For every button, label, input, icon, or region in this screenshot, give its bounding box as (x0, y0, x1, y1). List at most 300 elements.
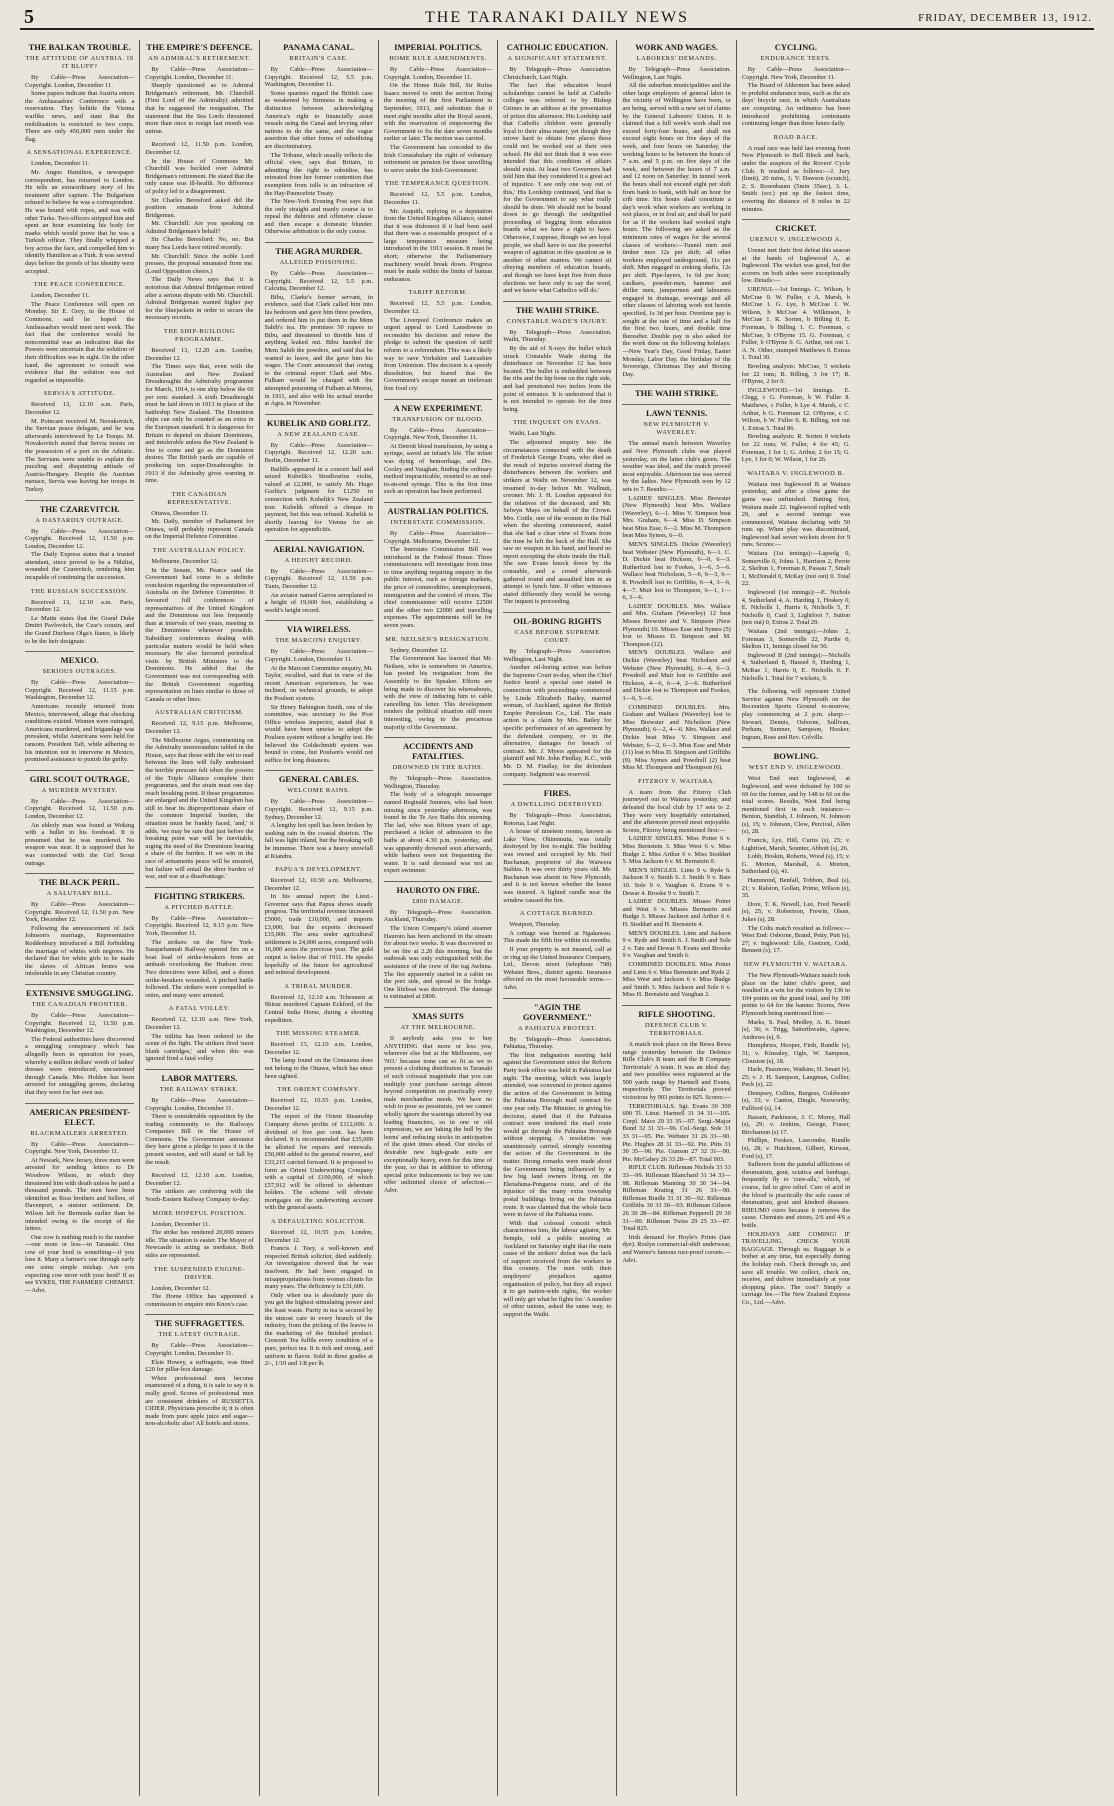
story-paragraph: If anybody asks you to buy ANYTHING that more or less you, wherever else but at the Melbourne, say 'NO.' because none can so fit as we to present a clothing distribution in Taranaki of such colossal magnitude that you can multiply your purchase savings almost beyond competition on practically every male merchandise needs. We have no wish to pose as pessimists, yet we cannot wholly ignore the warnings uttered by our leading financiers, so in one or old expression, we are 'taking the bull by the horns' and reducing stocks in anticipation of the quiet times ahead. Our stocks of desirable new high-grade suits are exceptionally heavy, even for this time of the year, so that in addition to offering special price inducements to buy we can offer unlimited choice of selection.—Advt. (383, 1035, 493, 1194)
news-story (145, 709, 253, 880)
story-paragraph: Le Matin states that the Grand Duke Dmitri Pavlovitch, the Czar's cousin, and the Grand Duchess Olga's fiance, is likely to be the heir designate. (25, 614, 135, 645)
story-paragraph: The Government has conceded to the Irish Constabulary the right of voluntary retirement on pension for those unwilling to serve under the Irish Government. (383, 143, 493, 174)
story-paragraph: By Cable—Press Association—Copyright. London, December 11. (264, 648, 373, 664)
story-subheading: A FATAL VOLLEY. (168, 1005, 231, 1013)
story-paragraph: Dore, T. K. Newell, Lee, Fred Newell (s), 25; v. Robertson, Frewin, Olsen, Jukes (s), 28. (741, 900, 851, 923)
news-story (145, 42, 253, 135)
news-story (265, 1218, 373, 1368)
news-story (503, 784, 611, 904)
story-headline: THE WAIHI STRIKE. (622, 384, 730, 398)
story-subheading: URENUI V. INGLEWOOD A. (749, 236, 843, 244)
story-subheading: ENDURANCE TESTS. (760, 55, 832, 62)
story-subheading: THE MARCONI ENQUIRY. (275, 637, 363, 645)
story-paragraph: By Telegraph—Press Association. Pahiatua, Thursday. (503, 1035, 612, 1051)
story-subheading: A SIGNIFICANT STATEMENT. (507, 55, 608, 62)
story-paragraph: Waihi, Last Night. (509, 430, 557, 438)
story-paragraph: Received 12, 10.55 p.m. London, December 12. (264, 1229, 373, 1244)
story-paragraph: Marks, S. Paul, Medley, A. K. Smart (s), 36; v. Trigg, Satterthwaite, Agnew, Andrews (s), 9. (741, 1018, 851, 1041)
story-paragraph: Bowling analysis: McCrae, 5 wickets for 22 runs; B. Billing, 3 for 17; R. O'Byrne, 2 for 0. (741, 363, 851, 386)
story-subheading: AT THE MELBOURNE. (400, 1024, 476, 1031)
news-story (25, 390, 134, 493)
story-paragraph: Lobb, Hoskin, Roberts, Wood (s), 15; v. G. Morton, Marshall, A. Morton, Sutherland (s), 41. (741, 853, 851, 876)
story-paragraph: MEN'S SINGLES. Dickie (Waverley) beat Webster (New Plymouth), 6—1. C. D. Dickie beat Hickson, 6—0, 6—3. Rutherfurd lost to Fookes, 1—6, 5—6. Wallace beat Nicholson, 5—6, 6—3, 6—8. Powdrell lost to Griffiths, 6—4, 3—6, 4—7. Muir lost to Thompson, 6—1, 1—6, 3—6. (622, 541, 731, 602)
news-column (378, 40, 497, 1796)
story-subheading: SERIOUS OUTRAGES. (42, 668, 117, 676)
news-story (145, 141, 253, 322)
news-story (384, 42, 492, 174)
story-paragraph: Some quarters regard the British case as weakened by firmness in making a distinction between acknowledging America's right to financially assist vessels using the Canal and levying other nations to do the same, and the vague assertion that other forms of subsidising are discriminatory. (264, 89, 373, 150)
story-paragraph: Mr. Daily, member of Parliament for Ottawa, will probably represent Canada on the Imperial Defence Committee. (145, 518, 254, 541)
story-subheading: THE CANADIAN FRONTIER. (31, 1001, 128, 1009)
story-paragraph: A team from the Fitzroy Club journeyed out to Waitara yesterday, and defeated the local club by 17 sets to 2. They were very hospitably entertained, and the afternoon proved most enjoyable. Scores, Fitzroy being mentioned first:— (622, 788, 731, 834)
story-paragraph: Received 12, 10.50 a.m. Melbourne, December 12. (264, 877, 373, 892)
story-paragraph: Westport, Thursday. (509, 921, 561, 929)
story-paragraph: HOLIDAYS ARE COMING! IF TRAVELLING, CHECK YOUR BAGGAGE. Through us. Baggage is a bother at any time, but especially during the holiday rush. Check through us, and save all trouble. We collect, check on, receive, and deliver immediately at your shopping place. The cost? Simply a carriage fee.—The New Zealand Express Co., Ltd.—Advt. (741, 1230, 851, 1306)
story-paragraph: Phillips, Fookes, Luscombe, Rundle (s), 28; v. Hutchison, Gilbert, Kirwan, Ford (s), 17. (741, 1137, 851, 1160)
story-paragraph: One cow is nothing much to the number—one more or less—in Taranaki. One cow of your herd is something—if you lose it. Many a farmer's one through early one some simple mishap. Are you expecting cow more with your herd? If so see SYKES, THE FARMERS' CHEMIST.—Advt. (25, 1233, 135, 1294)
news-column (139, 40, 258, 1796)
story-subheading: MORE HOPEFUL POSITION. (152, 1209, 247, 1217)
news-story (384, 881, 492, 1001)
news-story (503, 612, 611, 778)
story-paragraph: By Cable—Press Association—Copyright. Received 12, 11.50 p.m. London, December 12. (25, 527, 135, 550)
story-subheading: BLACKMAILERS ARRESTED. (30, 1129, 130, 1137)
news-story (145, 1069, 253, 1166)
news-story (384, 737, 492, 875)
story-subheading: AN ADMIRAL'S RETIREMENT. (148, 55, 251, 62)
story-paragraph: Received 13, 12.20 a.m. London, December 12. (145, 347, 254, 362)
story-headline: IMPERIAL POLITICS. (394, 42, 482, 52)
story-paragraph: Some papers indicate that Austria enters the Ambassadors' Conference with a reservation. They belittle the Vienna warlike news, and state that the mobilisation is restricted to two corps. There are only 450,000 men under the flag. (25, 90, 135, 143)
story-paragraph: The Union Company's island steamer Hauroto has been anchored in the stream for about two weeks. It was discovered to be on fire at 2.20 this morning, but the outbreak was only extinguished with the assistance of the crew of the tug Awhina. The fire apparently started in a cabin on the port side, and spread to the bridge. One lifeboat was destroyed. The damage is estimated at £800. (383, 925, 493, 1001)
story-subheading: A HEIGHT RECORD. (284, 556, 353, 564)
story-paragraph: By Cable—Press Association—Copyright. London, December 11. (25, 74, 135, 89)
story-paragraph: Francis, Lye, Hill, Curtis (s), 25; v. Lightfoot, Marsh, Sounter, Abbott (s), 26. (741, 837, 851, 852)
story-paragraph: Received 12, 5.5 p.m. London, December 11. (383, 191, 493, 206)
story-paragraph: Inglewood (1st innings):—E. Nichols 4, Sutherland 4, A. Harding 1, Hoskey 0, E. Nicholls 1, Harris 6, Nicholls 5, F. Nicholls 0, Card 3, Lightfoot 7, Sutton (not out) 0, Extras 2. Total 29. (741, 589, 851, 627)
news-column (497, 40, 616, 1796)
story-subheading: £800 DAMAGE. (412, 897, 464, 905)
story-subheading: ROAD RACE. (773, 133, 819, 141)
news-story (145, 547, 253, 703)
story-paragraph: The body of a telegraph messenger named Reginald Jommes, who had been missing since yesterday afternoon, was found in the Te Aro Baths this morning. The lad, who was fifteen years of age, purchased a ticket of admission to the baths at about 4.30 p.m. yesterday, and was apparently drowned soon afterwards, while bathers were not frequenting the water. It is said deceased was not an expert swimmer. (383, 791, 493, 875)
news-story (25, 651, 134, 764)
story-paragraph: London, December 11. (31, 160, 90, 168)
story-paragraph: Inglewood B (2nd innings):—Nicholls 4, Sutherland 8, Hassed 0, Harding 1, McRae 1, Harris 0, E. Nicholls 0. F. Nicholls 1. Total for 7 wickets, 9. (741, 651, 851, 682)
news-story (145, 1314, 253, 1428)
story-subheading: MR. NEILSEN'S RESIGNATION. (385, 635, 491, 643)
story-paragraph: By Cable—Press Association—Copyright. Received 12, 11.50 p.m. London, December 12. (25, 797, 135, 820)
story-headline: AUSTRALIAN POLITICS. (384, 502, 492, 516)
story-paragraph: URENUI.—1st Innings. C. Wilson, b McCrae 0. W. Fuller, c A. Marsh, b McCrae 1. G. Lye, b McCrae 1. W. Wilson, b McCrae 4. Wilkinson, b McCrae 1. R. Sorten, b Billing 0. E. Foreman, b Billing 1. C. Foreman, c McCrae, b O'Byrne 15. G. Foreman, c Fuller, b O'Byrne 0. G. Arthur, not out 1. A. N. Other, stumped Matthews 0. Extras 1. Total 30. (741, 286, 851, 362)
story-paragraph: London, December 11. (31, 292, 90, 300)
news-story (742, 42, 850, 128)
news-story (265, 1086, 373, 1212)
story-paragraph: Waitara (1st innings):—Lapsolg 0, Somerville 0, Johns 1, Harrison 2, Perrie 2, Skelton 1, Foreman 8, Passau 7, Smali 1, McDonald 0, McKay (not out) 0. Total 22. (741, 550, 851, 588)
story-paragraph: A lengthy hot spell has been broken by soaking rain in the coastal districts. The fall was light inland, but the breaking will be immense. There was a heavy snowfall at Kiandra. (264, 822, 373, 860)
news-story (145, 1172, 253, 1203)
story-paragraph: On the Home Rule Bill, Sir Rufus Isaacs moved to omit the section fixing the meeting of the first Parliament in September, 1913, and substitute that it meet eight months after the Royal assent, with the reservation of empowering the Government to fix the date seven months earlier or later. The motion was carried. (383, 82, 493, 143)
story-headline: LAWN TENNIS. (622, 404, 730, 418)
news-column (20, 40, 139, 1796)
news-story (25, 281, 134, 384)
story-headline: THE CZAREVITCH. (25, 500, 134, 514)
story-headline: THE SUFFRAGETTES. (145, 1314, 253, 1328)
story-paragraph: Bowling analysis: R. Sorten 0 wickets for 22 runs; W. Fuller, 4 for 45; G. Foreman, 1 for 1; G. Arthur, 2 for 15; G. Lye, 1 for 0; W. Wilson, 1 for 26. (741, 433, 851, 464)
story-paragraph: RIFLE CLUB. Rifleman Nichols 33 33 33—99. Rifleman Blanchard 31 34 33—98. Rifleman Manning 30 30 34—94. Rifleman Kratiog 31 26 33—90. Rifleman Bradle 31 31 30—92. Rifleman Griffiths 30 33 30—93. Rifleman Gibson 26 30 28—84. Rifleman Pepperell 29 30 31—90. Rifleman Twiss 29 25 33—87. Total 825. (622, 1164, 731, 1233)
story-subheading: WEST END V. INGLEWOOD. (748, 764, 844, 772)
story-paragraph: By Telegraph—Press Association. Wellington, Last Night. (503, 648, 612, 663)
story-paragraph: COMBINED DOUBLES. Miss Potter and Lints 6 v. Miss Bernstein and Ryde 2. Miss West and Jackson 6 v. Miss Budge and Smith 3. Miss Jackson and Sole 6 v. Miss H. Bernstein and Vaughan 2. (622, 960, 731, 999)
story-paragraph: The first indignation meeting held against the Government since the Reform Party took office was held in Pahiatua last night. The meeting, which was largely attended, was convened to protest against the action of the Government in letting the Pahiatua Borough mail contract for one year only. The Minister, in giving his decision, stated that if the Pahiatua contract were tendered the mail route would go through the Pahiatua Borough without stopping. A resolution was unanimously carried, strongly resenting the action of the Government in the matter. Strong remarks were made about the Government being influenced by a few big land owners living on the Eketahuna-Pongaroa route, and of the injustice of the many extra township postal buildings living on the Pahiatua route. It was claimed that the whole facts were in favor of the Pahiatua route. (503, 1051, 612, 1219)
story-paragraph: The Federal authorities have discovered a smuggling conspiracy which has allegedly been in operation for years, whereby a million dollars' worth of ladies' dresses were introduced, uncustomed through Canada. Mrs. Holden has been arrested for smuggling gowns, declaring that they were for her own use. (25, 1035, 135, 1096)
news-story (384, 180, 492, 283)
story-paragraph: By Cable—Press Association—Copyright. London, December 11. (383, 66, 493, 81)
story-paragraph: The New Plymouth-Waitara match took place on the latter club's green, and resulted in a win for the visitors by 136 to 104 points on the grand total, and by 100 points to 64 for the banner. Scores, New Plymouth being mentioned first:— (741, 971, 851, 1017)
story-paragraph: Received 13, 12.10 a.m. Paris, December 12. (25, 598, 135, 614)
news-story (742, 688, 850, 741)
story-paragraph: Following the announcement of Jack Johnson's marriage, Representative Roddenbury introduced a Bill forbidding the marriage of whites with negroes. He declared that for white girls to be made the slaves of African brutes was intolerable in any Christian country. (25, 924, 135, 978)
story-paragraph: By Cable—Press Association—Copyright. Received 12, 9.15 p.m. New York, December 11. (145, 914, 254, 937)
story-paragraph: The Government has learned that Mr. Neilsen, who is somewhere in America, has posted his resignation from the Assembly to the Speaker. Efforts are being made to discover his whereabouts, with the view of inducing him to cable cancelling his letter. This development renders the political situation still more interesting, owing to the precarious majority of the Government. (383, 655, 493, 731)
story-headline: ACCIDENTS AND FATALITIES. (384, 737, 492, 761)
story-paragraph: By Cable—Press Association—Copyright. Received 12, 11.50 p.m. Washington, December 12. (25, 1012, 135, 1035)
story-paragraph: By Cable—Press Association—Copyright. London, December 11. (145, 66, 254, 81)
story-subheading: A PITCHED BATTLE. (164, 903, 235, 911)
news-story (622, 384, 730, 398)
story-paragraph: Sir Charles Beresford: No, no. But many Sea Lords have retired recently. (145, 236, 254, 252)
story-paragraph: INGLEWOOD.—1st Innings. E. Clegg, c G. Foreman, b W. Fuller 8. Matthews, c Fuller, b Lye 4. Marsh, c C. Arthur, b G. Foreman 12. O'Byrne, c C. Wilson, b W. Fuller 0. R. Billing, not out 1. Extras 5. Total 86. (741, 386, 851, 432)
news-story (25, 42, 134, 143)
story-paragraph: By the aid of X-rays the bullet which struck Constable Wade during the disturbance on November 12 has been located. The bullet is embedded between the ribs and the hip bone on the right side, and had penetrated two inches from the point of entrance. It is understood that it is not intended to operate for the time being. (503, 345, 612, 413)
story-paragraph: Sir Charles Beresford asked did the position emanate from Admiral Bridgeman. (145, 196, 254, 219)
story-subheading: PAPUA'S DEVELOPMENT. (275, 866, 363, 874)
story-headline: CYCLING. (774, 42, 818, 52)
story-subheading: A SALUTARY BILL. (46, 890, 113, 898)
story-paragraph: By Cable—Press Association—Copyright. Melbourne, December 12. (383, 529, 493, 545)
story-paragraph: The Peace Conference will open on Monday. Sir E. Grey, in the House of Commons, said he hoped the Ambassadors would meet next week. The fact that the conference would be nonconmittal was an indication that the Powers were uncertain that the solution of their difficulties was in sight. On the other hand, the agreement to consult was evidence that the solution was not regarded as impossible. (25, 300, 135, 384)
story-headline: LABOR MATTERS. (145, 1069, 253, 1083)
story-paragraph: Mr. Churchill: Since the noble Lord presses, the proposal emanated from me. (Loud Opposition cheers.) (145, 252, 254, 275)
story-paragraph: A cottage was burned at Ngakawau. This made the fifth fire within six months. (503, 929, 612, 945)
news-story (25, 984, 134, 1097)
story-paragraph: COMBINED DOUBLES. Mrs. Graham and Wallace (Waverley) lost to Miss Brewster and Nicholson (New Plymouth), 6—2, 4—6. Mrs. Wallace and Dickie beat Miss V. Simpson and Webster, 6—2, 6—3. Miss Esse and Muir (11) lost to Miss D. Simpson and Griffiths (9). Miss Symes and Powdrell (2) beat Miss M. Thompson and Thompson (6). (622, 703, 731, 772)
story-headline: OIL-BORING RIGHTS (503, 612, 611, 626)
story-paragraph: Received 12, 12.10 a.m. Tchesmen at Shiraz murdered Captain Eckford, of the Central India Horse, during a shooting expedition. (264, 993, 373, 1024)
story-paragraph: The Board of Aldermen has been asked to prohibit endurance tests, such as the six days' bicycle race, in which Australians are competing. An ordinance has been introduced prohibiting contestants continuing longer than three hours daily. (741, 82, 851, 128)
story-subheading: THE ATTITUDE OF AUSTRIA. IS IT BLUFF? (25, 55, 134, 70)
story-paragraph: The fact that education board scholarships cannot be held at Catholic colleges was referred to by Bishop Grimes in an address at the presentation of prizes this afternoon. His Lordship said that Catholic children were generally loyal to their alma mater, yet though they strove hard to obtain free places these could not be worked out at their own school. He did not think that it was ever intended that this condition of affairs should exist. At least two Governors had told him that they considered it a great act of injustice. 'I see only one way out of this,' His Lordship continued, 'and that is for the Government to say what really should be done. We should not be bound down to go through the undignified proceeding of begging from education boards what we have a right to have. Otherwise, I suppose, though we are loyal people, we shall have to use the powerful weapon of agitation in this question as in another of other matters. We cannot sit obeying members of education boards, and though we have kept free from these elections we have only to say the word, and we know what Catholics will do.' (503, 82, 612, 295)
story-headline: MEXICO. (25, 651, 134, 665)
news-story (742, 219, 850, 464)
story-subheading: A DASTARDLY OUTRAGE. (35, 516, 125, 524)
story-subheading: CASE BEFORE SUPREME COURT. (514, 629, 600, 644)
story-headline: AERIAL NAVIGATION. (265, 540, 373, 554)
story-subheading: THE MISSING STEAMER. (276, 1030, 362, 1038)
story-paragraph: Received 13, 12.10 a.m. London, December 12. (264, 1041, 373, 1056)
news-story (145, 887, 253, 1000)
news-story (145, 1005, 253, 1063)
news-story (742, 747, 850, 955)
story-subheading: THE SUSPENDED ENGINE-DRIVER. (153, 1265, 245, 1281)
story-paragraph: Sir Henry Babington Smith, one of the committee, was secretary to the Post Office wireless inspector, stated that it would have been unwise to adopt the Poulsen system without a lengthy test. He believed the Goldschmidt system was bound to come, but Poulsen's would not suffice for long distances. (264, 703, 373, 764)
story-paragraph: Mr. Asquith, replying to a deputation from the United Kingdom Alliance, stated that it was dishonest if it had been said that there was a reasonable prospect of a large temperance measure being introduced in the 1913 session. It must be short; otherwise the Parliamentary machinery would break down. Progress must be made within the limits of human endurance. (383, 207, 493, 283)
story-subheading: A COTTAGE BURNED. (519, 910, 595, 918)
story-paragraph: MEN'S DOUBLES. Lints and Jackson 9 v. Ryde and Smith 6. J. Smith and Sole 2 v. Tate and Dewar 9. Evans and Brooke 9 v. Vaughan and Smith 6. (622, 929, 731, 960)
story-paragraph: Received 12, 11.50 p.m. London, December 12. (145, 141, 254, 156)
story-paragraph: Waitara (2nd innings):—Johns 2, Foreman 3, Somerville 22, Purdie 0, Skelton 11, Innings closed for 50. (741, 628, 851, 651)
story-paragraph: Mr. Churchill: Are you speaking on Admiral Bridgeman's behalf? (145, 220, 254, 235)
news-story (503, 301, 611, 414)
news-story (622, 1005, 730, 1264)
story-subheading: A NEW ZEALAND CASE. (277, 430, 361, 438)
news-story (265, 770, 373, 860)
story-paragraph: At Newark, New Jersey, three men were arrested for sending letters to Dr Woodrow Wilson, in which they threatened him with death unless he paid a thousand pounds. The men have been identified as Ross brothers and Sellers, of Davenport, a sinister settlement. Dr. Wilson left for Bermuda earlier than he intended owing to the receipt of the letters. (25, 1156, 135, 1233)
story-subheading: A SENSATIONAL EXPERIENCE. (26, 149, 133, 157)
story-paragraph: Mr. Angus Hamilton, a newspaper correspondent, has returned to London. He tells an extraordinary story of his treatment after capture. The Bulgarians refused to believe he was a correspondent. He was bound with ropes, and was with other Turks. Two officers stripped him and spent an hour examining his body for marks which would prove that he was a Turkish officer. They finally whipped a boy across the face, and compelled him to identify Hamilton as a Turk. It was several days before the proofs of his identity were accepted. (25, 168, 135, 275)
story-headline: KUBELIK AND GORLITZ. (265, 414, 373, 428)
story-paragraph: Americans recently returned from Mexico, interviewed, allege that shocking conditions existed. Women were outraged, Americans murdered, and brigandage was prevalent, whilst Americans were held for ransom. President Taft, while adhering to his intention not to intervene in Mexico, promised assistance to punish the guilty. (25, 703, 135, 764)
story-paragraph: Received 12, 12.10 a.m. London, December 12. (145, 1172, 254, 1187)
issue-date: FRIDAY, DECEMBER 13, 1912. (918, 12, 1092, 24)
story-paragraph: The following will represent United Service against New Plymouth on the Recreation Sports Ground to-morrow, play commencing at 2 p.m. sharp:—Stewart, Dennis, Osborne, Sullivan, Perham, Sumner, Sampson, Hooker, Ingram, Rose and Rev. Colville. (741, 688, 851, 741)
story-headline: AMERICAN PRESIDENT-ELECT. (25, 1103, 134, 1127)
story-paragraph: Received 12, 12.10 a.m. New York, December 12. (145, 1016, 254, 1031)
story-paragraph: Elsie Howey, a suffragette, was fined £20 for pillar-box damage. (145, 1358, 254, 1374)
news-column (259, 40, 378, 1796)
story-paragraph: The Colts match resulted as follows:—West End: Osborne, Brand, Petty, Putt (s), 27; v. Inglewood: Lile, Goetzen, Codd, Bennett (s), 17. (741, 924, 851, 955)
news-story (503, 42, 611, 295)
news-story (145, 491, 253, 541)
story-paragraph: By Telegraph—Press Association. Christchurch, Last Night. (503, 66, 612, 81)
story-subheading: THE ORIENT COMPANY. (277, 1086, 360, 1094)
story-paragraph: By Telegraph—Press Association. Rotorua, Last Night. (503, 812, 612, 827)
story-paragraph: Francis J. Teey, a well-known and respected British solicitor, died suddenly. An investigation showed that he was insolvent. He had been engaged in misappropriations from women clients for many years. The deficiency is £31,600. (264, 1245, 373, 1291)
story-subheading: AUSTRALIAN CRITICISM. (154, 709, 244, 717)
story-subheading: A TRIBAL MURDER. (284, 982, 354, 990)
story-subheading: LABORERS' DEMANDS. (636, 55, 717, 62)
story-paragraph: In the Senate, Mr. Pearce said the Government had come to a definite conclusion regarding the representation of Australia on the Defence Committee. It favoured full conferences of representatives of the United Kingdom and the Dominions not less frequently than at intervals of two years, meeting in the Dominions whenever possible. Subsidiary conferences dealing with particular matters would be held when necessary. He also favoured periodical visits by British Ministers to the Dominions. He added that the Government was not corresponding with the British Government regarding representation on lines similar to those of Canada or other lines. (145, 566, 254, 703)
story-subheading: SERVIA'S ATTITUDE. (43, 390, 116, 398)
news-column (736, 40, 855, 1796)
story-paragraph: Ottawa, December 11. (151, 509, 209, 517)
story-paragraph: LADIES' SINGLES. Miss Potter 6 v. Miss Bernstein 3. Miss West 6 v. Miss Budge 2. Miss Arthur 6 v. Miss Stoddart 5. Miss Jackson 6 v. M. Bernstein 0. (622, 835, 731, 866)
story-paragraph: The strikers on the New York-Susquehannah Railway opened fire on a boat load of strike-breakers from an ambush overlooking the Hudson river. Two detectives were killed, and a dozen strike-breakers wounded. A pitched battle followed. The strikers were compelled to retire, and many were arrested. (145, 938, 254, 999)
story-subheading: ALLEGED POISONING. (279, 259, 358, 267)
news-story (265, 1030, 373, 1080)
story-paragraph: All the suburban municipalities and the other large employers of general labor in the vicinity of Wellington have been, or are being, served with a new set of claims by the General Laborers' Union. It is claimed that a full week's work shall not exceed forty-four hours, and shall not exceed eight hours on five days of the week, and four hours on Saturday, the working hours to be between the hours of 7 a.m. and 5 p.m. on five days of the week, and between the hours of 7 a.m. and 12 noon on Saturday. In tunnel work the hours shall not exceed eight per shift from bank to bank, with half an hour for crib time. Six hours shall constitute a day's work when workers are working in wet places, or in foul air, and shall be paid for as if the workers had worked eight hours. The following are asked as the minimum rates of wages for the several classes of workers:—Tunnel men and timber men 12s per shift; all other workers employed underground, 11s per shift. Men engaged in sinking shafts, 12s per shift. Pipe-layers, 1s 6d per hour; caulkers, powder-men, hammer and driller men, jumpermen and labourers engaged in drainage, sewerage and all other classes of laboring work not herein specified, 1s 3d per hour. Overtime pay is sought at the rate of time and a half for the first two hours, and double time thereafter. Double pay is also asked for the work done on the following holidays:—New Year's Day, Good Friday, Easter Monday, Labor Day, the birthday of the Sovereign, Christmas Day and Boxing Day. (622, 82, 731, 378)
story-paragraph: Received 12, 10.55 p.m. London, December 12. (264, 1097, 373, 1112)
story-headline: THE AGRA MURDER. (265, 242, 373, 256)
story-paragraph: LADIES' DOUBLES. Misses Potter and West 6 v. Misses Bernstein and Budge 3. Misses Jackson and Arthur 6 v. H. Stoddart and H. Bernstein 4. (622, 898, 731, 928)
story-headline: HAUROTO ON FIRE. (384, 881, 492, 895)
story-paragraph: An elderly man was found at Woking with a bullet in his forehead. It is presumed that he was murdered. No weapon was near. It is supposed that he was connected with the Girl Scout outrage. (25, 821, 135, 867)
story-paragraph: By Telegraph—Press Association. Waihi, Thursday. (503, 328, 612, 344)
story-paragraph: When professional men become enamoured of a thing, it is safe to say it is really good. Scores of professional men are consistent drinkers of RUSSETTA CIDER. Physicians prescribe it; it is often made from pure apple juice and sugar—non-alcoholic also! All hotels and stores. (145, 1374, 254, 1428)
story-subheading: A DEFAULTING SOLICITOR. (270, 1218, 367, 1226)
news-story (265, 620, 373, 764)
story-subheading: THE CANADIAN REPRESENTATIVE. (167, 490, 232, 506)
news-story (25, 770, 134, 867)
story-paragraph: By Telegraph—Press Association. Wellington, Thursday. (383, 775, 493, 790)
story-subheading: HOME RULE AMENDMENTS. (389, 55, 487, 62)
story-paragraph: By Cable—Press Association—Copyright. Received 12, 5.5 p.m. Calcutta, December 12. (264, 270, 373, 293)
story-subheading: DROWNED IN THE BATHS. (392, 764, 484, 772)
news-story (265, 414, 373, 534)
story-paragraph: Waitara met Inglewood B at Waitara yesterday, and after a close game the game was unfinished. Batting first, Waitara made 22. Inglewood replied with 29, and a second innings was commenced, Waitara declaring with 50 runs up. When play was discontinued, Inglewood had seven wickets down for 9 runs. Scores:— (741, 480, 851, 549)
story-paragraph: Another oil-boring action was before the Supreme Court to-day, when the Chief Justice heard a special case stated in connection with proceedings commenced by Linda Elizabeth Bailey, married woman, of Auckland, against the British Empire Petroleum Co., Ltd. The main action is a claim by Mrs. Bailey for specific performance of an agreement by the defendant company, or in the alternative, damages for breach of contract. Mr. J. Myers appeared for the plaintiff and Mr. John Findlay, K.C., with Mr. D. M. Findlay, for the defendant company. Judgment was reserved. (503, 664, 612, 778)
page-number: 5 (24, 6, 34, 28)
story-subheading: WAITARA V. INGLEWOOD B. (747, 469, 845, 477)
story-paragraph: The Times says that, even with the Australian and New Zealand Dreadnoughts the Admiralty programme for March, 1914, is one ship below the 60 per cent. standard. A sixth Dreadnought must be laid down in 1913 in place of the battleship New Zealand. The Dominion ships can only be counted as an extra in the European standard. It is dangerous for Britain to depend on distant Dominions, and intolerable unless the New Zealand is free to come and go as the Dominion desires. The British yards are capable of producing ten super-Dreadnoughts in 1913 if the Admiralty gives warning in time. (145, 363, 254, 485)
story-paragraph: A road race was held last evening from New Plymouth to Bell Block and back, under the auspices of the Rovers' Cycle Club. It resulted as follows:—J. Jury (limit), 20 mins, 1; V. Dawson (scratch), 2; S. Rosenbaum (5min 35sec), 3. L. Smith (scr.) put up the fastest time, covering the distance of 8 miles in 22 minutes. (741, 144, 851, 213)
masthead (20, 8, 1094, 30)
story-paragraph: Bibu, Clarke's former servant, in evidence, said that Clark called him into his bedroom and gave him three powders, and ordered him to put them in the Mem Sahib's tea. He promises 50 rupees to Bibu, and threatened to throttle him if anything leaked out. Bibu handed the Mem Sahib the powders, and said that he wanted to leave, and the gave him his wages. The Court announced that owing to the criminal report Clark and Mrs. Fulham would be charged with the attempted poisoning of Fulham at Meerut, in 1911, and also with his actual murder at Agra, in November. (264, 293, 373, 408)
news-story (25, 588, 134, 646)
story-paragraph: The Daily Express states that a trusted attendant, since proved to be a Nihilist, wounded the Czarevitch, rendering him incapable of continuing the succession. (25, 551, 135, 582)
story-paragraph: At Detroit blood transfusion, by using a syringe, saved an infant's life. The infant was dying of hemorrhage, and Drs. Cooley and Vaughan, finding the ordinary method impracticable, resorted to an end-to-an-end syringe. This is the first time such an operation has been performed. (383, 442, 493, 496)
news-story (503, 910, 611, 991)
story-subheading: THE RUSSIAN SUCCESSION. (30, 587, 129, 595)
story-headline: PANAMA CANAL. (283, 42, 355, 52)
news-story (25, 873, 134, 978)
news-story (145, 1210, 253, 1260)
story-paragraph: LADIES' SINGLES. Miss Brewster (New Plymouth) beat Mrs. Wallace (Waverley), 6—1. Miss V. Simpson beat Mrs. Graham, 6—4. Miss D. Simpson beat Miss Esse, 6—2. Miss M. Thompson beat Miss Symes, 6—0. (622, 494, 731, 540)
story-headline: XMAS SUITS (384, 1007, 492, 1021)
story-subheading: NEW PLYMOUTH V. WAITARA. (743, 960, 849, 968)
story-paragraph: The adjourned enquiry into the circumstances connected with the death of Frederick George Evans, who died as the result of injuries received during the disturbances between the workers and strikers at Waihi on November 12, was resumed to-day before Mr. Wallnutt, coroner. Mr. J. H. London appeared for the relatives of the deceased, and Mr. Selwyn Mays on behalf of the Crown. Mrs. Cottle, one of the women in the Hall when the shooting commenced, stated that she had a clear view of Evans from the time he left the back of the Hall. She saw no weapon in his hand, and heard no report excepting the shots inside the Hall. She saw Evans knock down by the constable, and a crowd afterwards gathered round and assaulted him in an attempt to lynch him. If other witnesses stated differently they would be wrong. The inquest is proceeding. (503, 438, 612, 606)
story-headline: CATHOLIC EDUCATION. (506, 42, 608, 52)
story-paragraph: The annual match between Waverley and New Plymouth clubs was played yesterday, on the latter club's green. The weather was ideal, and the match proved most enjoyable. Afternoon tea was served by the ladies. New Plymouth won by 12 sets to 7. Results:— (622, 440, 731, 493)
news-story (145, 1266, 253, 1309)
news-story (145, 328, 253, 485)
story-paragraph: Sharply questioned as to Admiral Bridgeman's retirement, Mr. Churchill (First Lord of the Admiralty) admitted that he suggested the resignation. The statement that the Sea Lords threatened more than once to resign last month was untrue. (145, 82, 254, 135)
story-paragraph: The Tribune, which usually reflects the official view, says that Britain, in admitting the right to subsidise, has retreated from her former contention that exemption from tolls is an infraction of the Hay-Pauncefote Treaty. (264, 151, 373, 197)
story-paragraph: By Cable—Press Association—Copyright. New York, December 11. (741, 66, 851, 81)
story-paragraph: If your property is not insured, call at or ring up the United Insurance Company, Ltd., Devon street (telephone 798) Webster Bros., district agents. Insurance effected on the most favourable terms.—Advt. (503, 946, 612, 991)
story-headline: "AGIN THE GOVERNMENT." (503, 998, 611, 1022)
story-paragraph: The Home Office has appointed a commission to enquire into Knox's case. (145, 1293, 254, 1308)
story-headline: THE EMPIRE'S DEFENCE. (146, 42, 253, 52)
news-story (384, 399, 492, 496)
story-paragraph: By Telegraph—Press Association. Auckland, Thursday. (383, 908, 493, 924)
story-paragraph: West End met Inglewood, at Inglewood, and were defeated by 100 to 69 for the former, and by 148 to 66 on the total scores. Results, West End being mentioned first in each instance:—Benton, Standish, J. Johnson, N. Johnson (s), 15; v. Johnson, Clow, Percival, Allen (s), 28. (741, 775, 851, 836)
story-paragraph: An aviator named Garros aeroplaned to a height of 19,600 feet, establishing a world's height record. (264, 591, 373, 614)
news-story (622, 778, 730, 999)
story-headline: THE BALKAN TROUBLE. (28, 42, 131, 52)
story-headline: GENERAL CABLES. (265, 770, 373, 784)
story-paragraph: Only when tea is absolutely pure do you get the highest stimulating power and the least waste. Purity in tea is secured by the utmost care in every branch of the industry, from the picking of the leaves to the marketing of the finished product. Crescent Tea fulfils every condition of a pure, perfect tea. It is rich and strong, and uniform in flavor. Sold in three grades at 2/-, 1/10 and 1/8 per lb. (264, 1291, 373, 1368)
story-paragraph: TERRITORIALS. Sgt. Evans 30 300 600 Tl. Lieut. Hartnell 31 34 31—105. Corpl. Mace 29 33 35—97. Sergt.-Major Bond 32 31 33—96. Col.-Sergt. Sole 31 33 31—95. Pte. Webster 31 26 33—90. Pte. Hughes 28 31 33—92. Pte. Pitts 31 30 35—96. Pte. Gunson 27 32 31—90. Pte. McGahey 26 33 28—87. Total 903. (622, 1102, 731, 1163)
story-paragraph: By Cable—Press Association—Copyright. Received 12, 12.20 a.m. Berlin, December 11. (264, 441, 373, 464)
news-story (25, 1103, 134, 1295)
story-subheading: TRANSFUSION OF BLOOD. (392, 415, 484, 423)
story-paragraph: By Cable—Press Association—Copyright. London, December 11. (145, 1096, 254, 1112)
story-subheading: A PAHIATUA PROTEST. (517, 1024, 597, 1032)
story-headline: WORK AND WAGES. (635, 42, 718, 52)
news-columns (20, 40, 1094, 1796)
news-story (384, 1007, 492, 1194)
story-paragraph: A match took place on the Rewa Rewa range yesterday between the Defence Rifle Club's B team and the B Company Territorials' A team. It was an ideal day, and two possibles were registered at the 500 yards range by Hartnell and Evans, respectively. The Territorials proved victorious by 903 points to 825. Scores:— (622, 1040, 731, 1102)
story-paragraph: London, December 11. (151, 1220, 210, 1228)
newspaper-title: THE TARANAKI DAILY NEWS (425, 9, 689, 26)
story-paragraph: With that colossal conceit which characterises him, the labour agitator, Mr. Semple, told a public meeting at Auckland on Saturday night that the main cause of the strikers' defeat was the lack of support received from the workers in this country. The men with their employers' prejudices against organisation of policy, but they all expect it to get nation-wide rights, 'the worker will only get what he fights for.' A number of other unions, asked the same way, to support the Waihi. (503, 1219, 612, 1318)
story-paragraph: London, December 12. (151, 1284, 211, 1292)
story-paragraph: M. Poincare received M. Novakovitch, the Servian peace delegate, and he was afterwards interviewed by Le Temps. M. Novakovitch stated that Servia insists on the possession of a port on the Adriatic. The Servians were unable to explain the puzzling and disquieting attitude of Austria-Hungary. Despite the Austrian menace, Servia was leaving her troops in Turkey. (25, 417, 135, 493)
story-paragraph: The lamp found on the Centaurus does not belong to the Ottawa, which has since been sighted. (264, 1057, 373, 1080)
story-paragraph: The strikers are conferring with the North-Eastern Railway Company to-day. (145, 1188, 254, 1204)
story-subheading: BRITAIN'S CASE. (289, 55, 349, 62)
story-paragraph: The report of the Orient Steamship Company shows profits of £112,000. A dividend of five per cent. has been declared. It is recommended that £35,000 be allotted for repairs and renewals. £50,000 added to the general reserve, and £33,215 carried forward. It is proposed to form an Orient Underwriting Company with a capital of £100,000, of which £57,912 will be offered to debenture holders. The scheme will obviate mortgages on the underwriting account with the general assets. (264, 1113, 373, 1212)
story-paragraph: Urenui met their first defeat this season at the hands of Inglewood A, at Inglewood. The wicket was good, but the scorers on both sides were exceptionally low. Details:— (741, 247, 851, 285)
news-story (25, 500, 134, 582)
story-paragraph: By Cable—Press Association—Copyright. New York, December 11. (25, 1140, 135, 1156)
story-paragraph: Melbourne, December 12. (151, 558, 219, 566)
news-story (265, 866, 373, 977)
story-subheading: CONSTABLE WADE'S INJURY. (506, 317, 608, 325)
story-subheading: DEFENCE CLUB V. TERRITORIALS. (644, 1021, 709, 1037)
news-story (384, 502, 492, 630)
story-paragraph: Humphries, Hooper, Firth, Rundle (s), 31; v. Kinealey, Ogle, W. Sampson, Clouston (s), 18. (741, 1042, 851, 1065)
story-paragraph: In the House of Commons Mr. Churchill was heckled over Admiral Bridgeman's retirement. He stated that the only cause was ill-health. No difference of policy led to a disagreement. (145, 157, 254, 195)
story-subheading: NEW PLYMOUTH V. WAVERLEY. (643, 421, 711, 437)
news-story (265, 42, 373, 236)
story-subheading: THE LATEST OUTRAGE. (158, 1331, 241, 1339)
story-paragraph: Dempsey, Collins, Burgess, Goldwater (s), 33; v. Canton, Dingle, Nosworthy, Fullford (s), 14. (741, 1089, 851, 1113)
story-paragraph: Sydney, December 12. (389, 646, 448, 654)
story-paragraph: Sufferers from the painful afflictions of rheumatism, gout, sciatica and lumbago, frequently fly to 'cure-alls,' which, of course, fail to give relief. Cure of acid in the blood is practically the sole cause of rheumatism, gout and kindred diseases. RHEUMO cures because it removes the cause. Chemists and stores, 2/6 and 4/6 a bottle. (741, 1161, 851, 1229)
story-paragraph: By Cable—Press Association—Copyright. Received 12, 9.15 p.m. Sydney, December 12. (264, 798, 373, 821)
story-paragraph: A house of nineteen rooms, known as Lake View, Ohinemutu, was totally destroyed by fire to-night. The building was owned and occupied by Mr. Neil Buchanan, proprietor of the Waiwera Stables. It was over thirty years old. Mr. Buchanan was absent in New Plymouth, and it is not known whether the house was insured. A lighted candle near the window caused the fire. (503, 828, 612, 904)
story-subheading: THE SHIP-BUILDING PROGRAMME. (163, 328, 235, 343)
story-paragraph: By Cable—Press Association—Copyright. London, December 11. (145, 1342, 254, 1357)
story-paragraph: By Telegraph—Press Association. Wellington, Last Night. (622, 66, 731, 81)
story-paragraph: By Cable—Press Association—Copyright. Received 12, 11.15 p.m. Washington, December 12. (25, 679, 135, 702)
story-paragraph: Bassett, Parkinson, J. C. Morey, Hall (s), 29; v. Jenkins, George, Fraser, Birchamon (s) 17. (741, 1113, 851, 1136)
news-story (742, 961, 850, 1307)
story-headline: BOWLING. (742, 747, 850, 761)
story-headline: RIFLE SHOOTING. (622, 1005, 730, 1019)
story-paragraph: MEN'S SINGLES. Lints 9 v. Ryde 6. Jackson 9 v. Smith 6. J. Smith 9 v. Bate 10. Sole 9 v. Vaughan 6. Evans 9 v. Dewar 4. Brooke 9 v. Smith 7. (622, 866, 731, 897)
story-headline: VIA WIRELESS. (265, 620, 373, 634)
story-paragraph: Hammond, Benfall, Tobbon, Beal (s), 21; v. Ralston, Gollan, Prime, Wilson (s), 35. (741, 877, 851, 900)
story-paragraph: At the Marconi Committee enquiry, Mr. Taylor, recalled, said that in view of the recent American experiences, he was inclined, on technical grounds, to adopt the Poulsen system. (264, 664, 373, 702)
news-story (622, 404, 730, 772)
story-paragraph: Received 12, 9.15 p.m. Melbourne, December 12. (145, 720, 254, 735)
story-subheading: FITZROY V. WAITARA. (638, 777, 716, 785)
story-paragraph: Harle, Passmore, Watkins, H. Smart (s), 25; v. J. H. Sampson, Langman, Collier, Peck (s), 22. (741, 1066, 851, 1089)
story-paragraph: By Cable—Press Association—Copyright. Received 12, 11.50 p.m. New York, December 12. (25, 901, 135, 924)
story-subheading: THE AUSTRALIAN POLICY. (152, 547, 247, 555)
news-story (384, 289, 492, 392)
story-paragraph: In his annual report the Lieut.-Governor says that Papua shows steady progress. The territorial revenue increased £5000, trade £10,000, and imports £3,000, but the exports decreased £15,000. The area under agricultural settlement is 24,000 acres, compared with 16,000 acres the previous year. The gold output is below that of 1911. He speaks hopefully of the future for agricultural and mineral development. (264, 893, 373, 977)
news-story (503, 419, 611, 606)
story-subheading: A MURDER MYSTERY. (41, 786, 118, 794)
story-subheading: THE INQUEST ON EVANS. (513, 419, 602, 427)
story-subheading: WELCOME RAINS. (287, 787, 351, 795)
story-paragraph: The Interstate Commission Bill was introduced in the Federal House. Three commissioners will investigate from time to time anything requiring enquiry in the public interest, such as foreign markets, the price of commodities, unemployment, immigration and the control of rivers. The chief commissioner will receive £2500 and the other two £2000 and travelling expenses. The appointments will be for seven years. (383, 546, 493, 630)
news-story (265, 242, 373, 408)
story-paragraph: LADIES' DOUBLES. Mrs. Wallace and Mrs. Graham (Waverley) 12 beat Misses Brewster and V. Simpson (New Plymouth) 10. Misses Esse and Symes (5) lost to Misses D. Simpson and M. Thompson (12). (622, 602, 731, 648)
story-headline: A NEW EXPERIMENT. (384, 399, 492, 413)
news-column (616, 40, 735, 1796)
story-headline: THE WAIHI STRIKE. (503, 301, 611, 315)
news-story (265, 540, 373, 615)
story-headline: FIGHTING STRIKERS. (145, 887, 253, 901)
story-headline: GIRL SCOUT OUTRAGE. (25, 770, 134, 784)
news-story (265, 983, 373, 1024)
story-paragraph: The Daily News says that it is notorious that Admiral Bridgeman retired after a serious dispute with Mr. Churchill. Admiral Bridgeman wanted higher pay for the bluejackets in order to secure the necessary recruits. (145, 276, 254, 322)
